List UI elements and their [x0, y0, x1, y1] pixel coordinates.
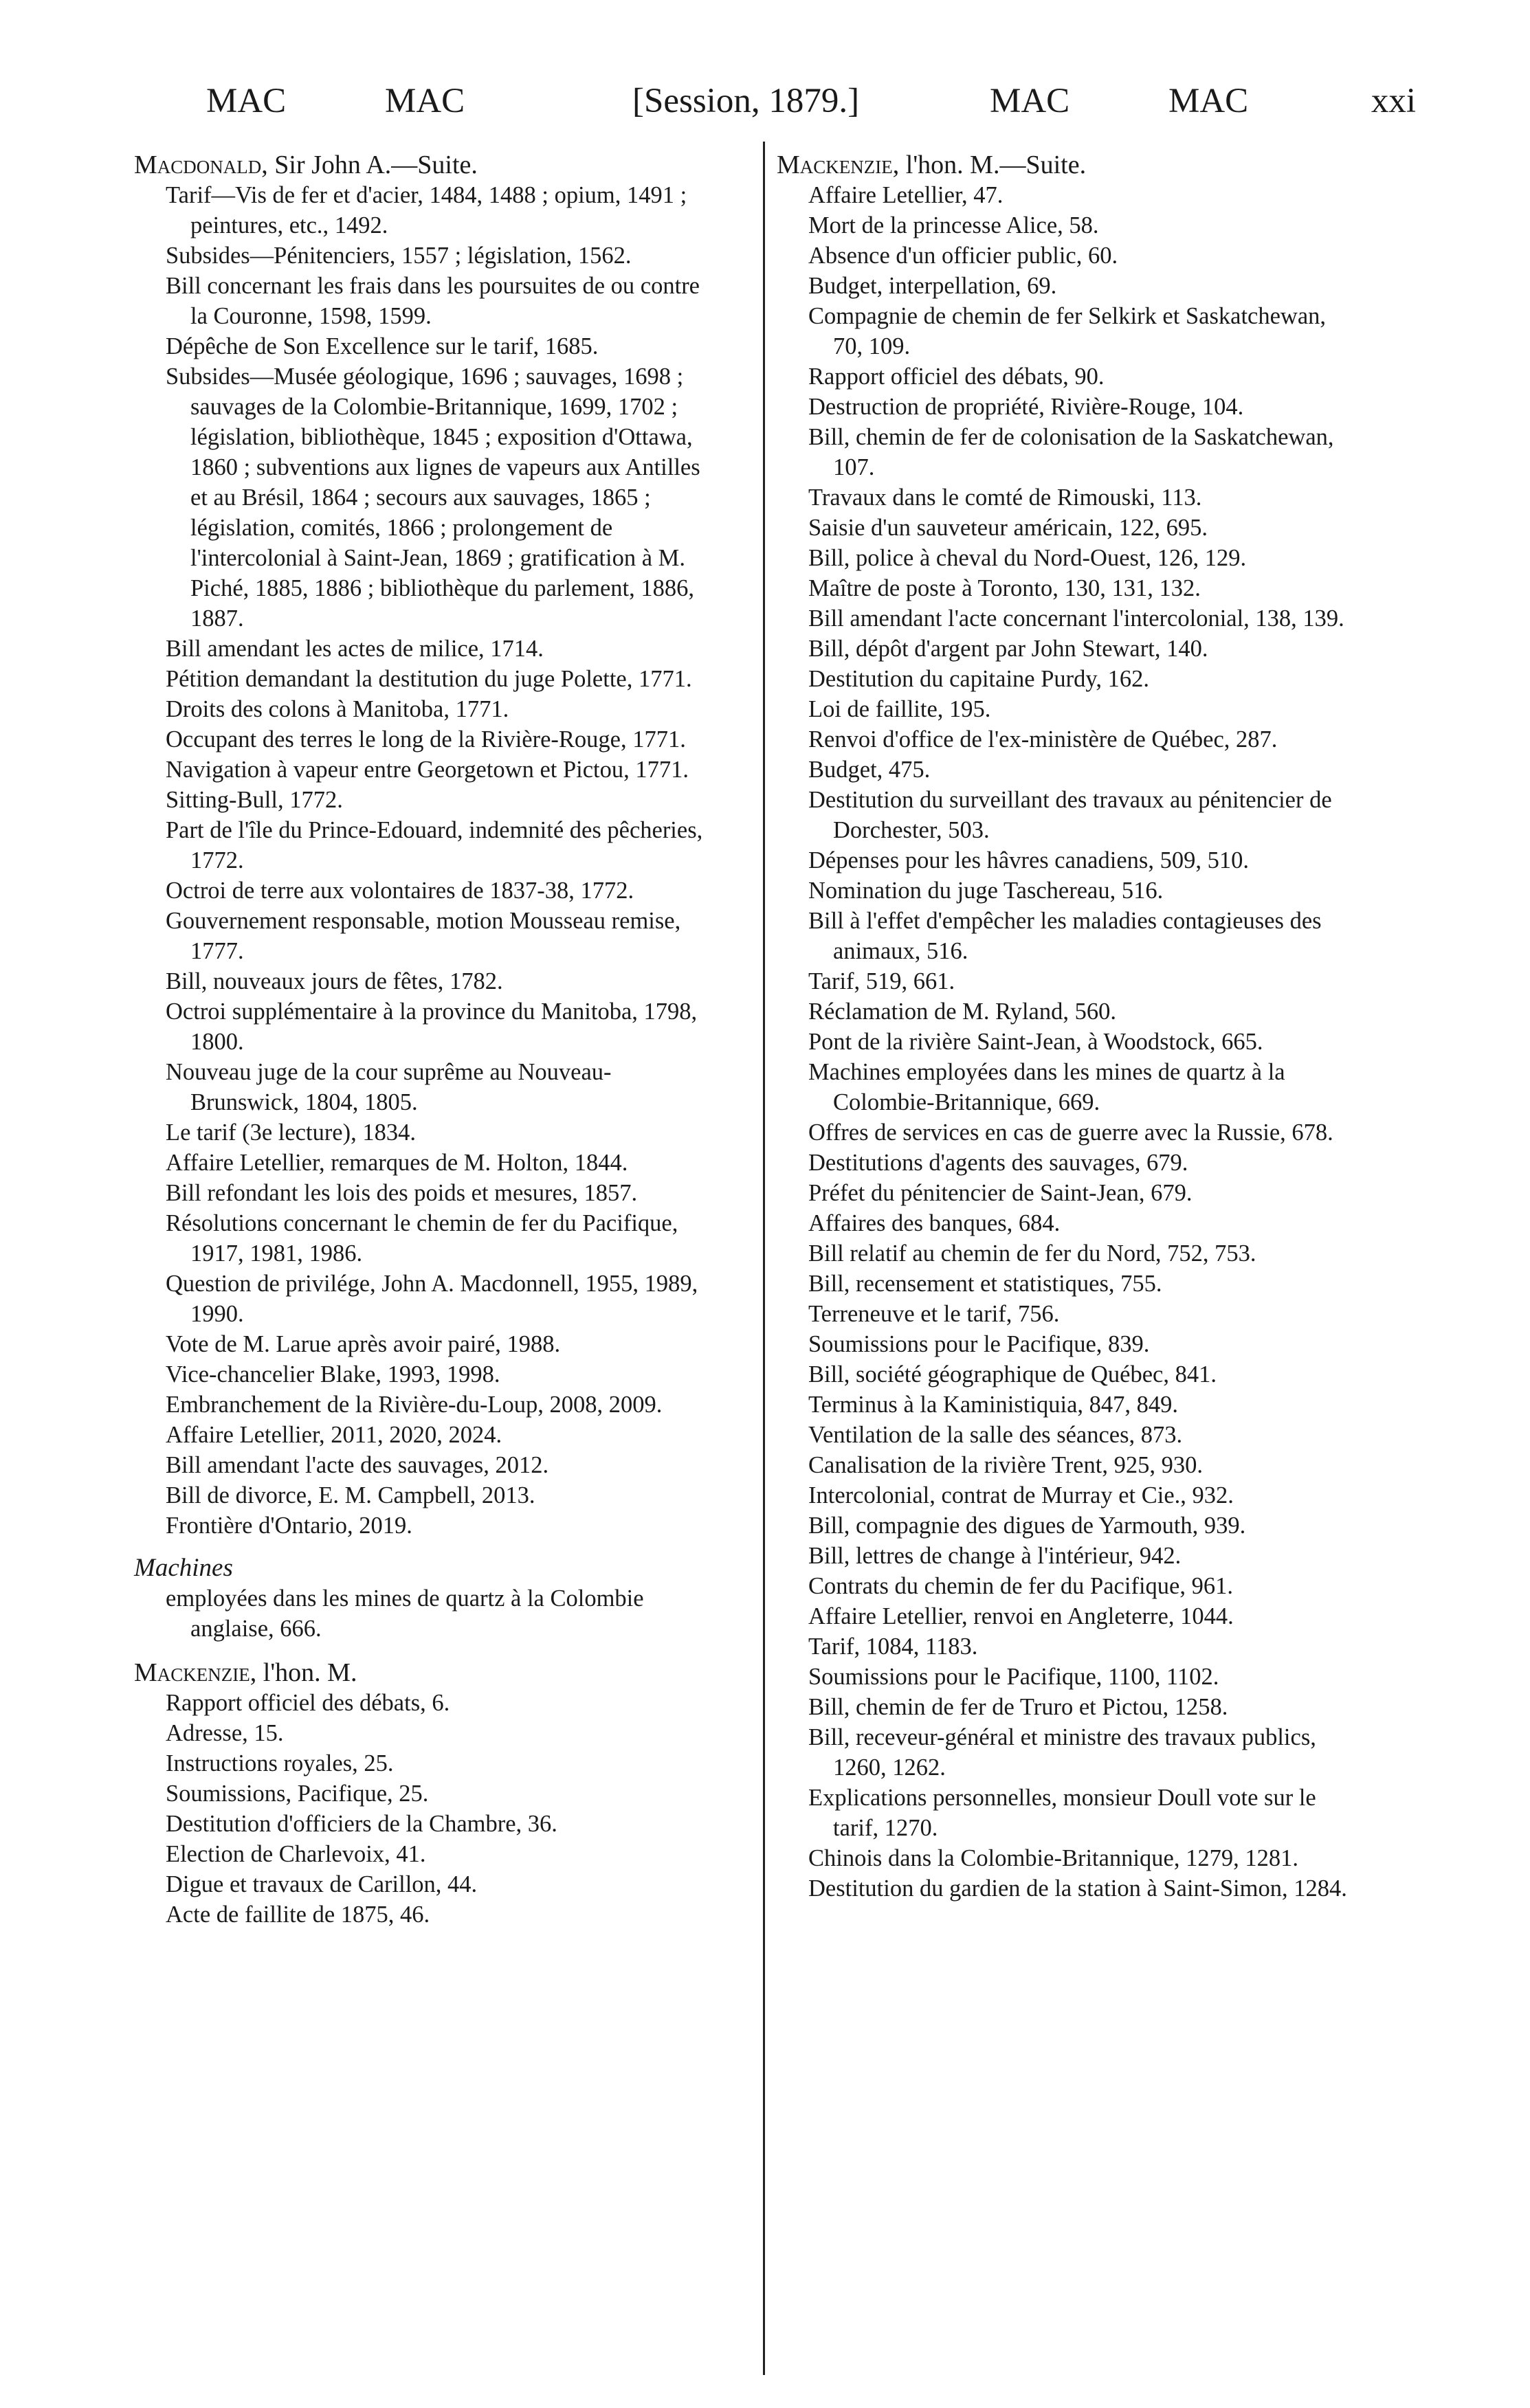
index-entry: Digue et travaux de Carillon, 44. — [166, 1871, 478, 1897]
index-entry: Dépêche de Son Excellence sur le tarif, 1685. — [166, 333, 599, 359]
index-entry: Octroi supplémentaire à la province du Manitoba, 1798, 1800. — [166, 999, 698, 1055]
index-entry: Loi de faillite, 195. — [808, 696, 991, 722]
index-entry: Navigation à vapeur entre Georgetown et Pictou, 1771. — [166, 757, 689, 783]
index-entry: Travaux dans le comté de Rimouski, 113. — [808, 484, 1202, 511]
index-entry: Préfet du pénitencier de Saint-Jean, 679. — [808, 1180, 1193, 1206]
left-entries-list — [134, 180, 718, 1541]
heading-name: Mackenzie — [134, 1658, 250, 1687]
index-entry: Bill de divorce, E. M. Campbell, 2013. — [166, 1482, 535, 1508]
heading-name: Mackenzie — [777, 150, 893, 179]
index-entry: Compagnie de chemin de fer Selkirk et Saskatchewan, 70, 109. — [808, 303, 1327, 359]
index-entry: Part de l'île du Prince-Edouard, indemnité des pêcheries, 1772. — [166, 817, 703, 873]
index-entry: Bill, chemin de fer de Truro et Pictou, 1258. — [808, 1694, 1228, 1720]
left-mackenzie-entries-list — [134, 1688, 718, 1930]
index-entry: Bill amendant l'acte des sauvages, 2012. — [166, 1452, 549, 1478]
index-entry: Soumissions, Pacifique, 25. — [166, 1781, 429, 1807]
index-entry: Mort de la princesse Alice, 58. — [808, 212, 1099, 238]
heading-rest: , l'hon. M.—Suite. — [892, 150, 1087, 179]
index-entry: Destitution du capitaine Purdy, 162. — [808, 666, 1150, 692]
index-entry: Canalisation de la rivière Trent, 925, 930. — [808, 1452, 1203, 1478]
index-entry: Réclamation de M. Ryland, 560. — [808, 999, 1116, 1025]
index-entry: Affaire Letellier, 2011, 2020, 2024. — [166, 1422, 502, 1448]
index-entry: Vote de M. Larue après avoir pairé, 1988. — [166, 1331, 561, 1357]
index-entry: Absence d'un officier public, 60. — [808, 243, 1118, 269]
header-right-keyword-2: MAC — [1168, 82, 1249, 120]
index-entry: Bill, lettres de change à l'intérieur, 942. — [808, 1543, 1182, 1569]
index-entry: Bill, nouveaux jours de fêtes, 1782. — [166, 968, 503, 994]
index-entry: Tarif—Vis de fer et d'acier, 1484, 1488 ; opium, 1491 ; peintures, etc., 1492. — [166, 182, 687, 238]
index-entry: Contrats du chemin de fer du Pacifique, 961. — [808, 1573, 1233, 1599]
index-entry: Ventilation de la salle des séances, 873. — [808, 1422, 1183, 1448]
index-entry: Machines employées dans les mines de quartz à la Colombie-Britannique, 669. — [808, 1059, 1285, 1115]
index-entry: Maître de poste à Toronto, 130, 131, 132. — [808, 575, 1201, 601]
index-entry: Pont de la rivière Saint-Jean, à Woodstock, 665. — [808, 1029, 1263, 1055]
index-entry: Soumissions pour le Pacifique, 1100, 1102. — [808, 1664, 1219, 1690]
index-entry: Bill, recensement et statistiques, 755. — [808, 1271, 1162, 1297]
index-entry: Destitution du gardien de la station à Saint-Simon, 1284. — [808, 1875, 1347, 1902]
index-entry: Explications personnelles, monsieur Doull vote sur le tarif, 1270. — [808, 1785, 1316, 1841]
entry-heading-macdonald — [134, 150, 718, 180]
index-entry: Budget, interpellation, 69. — [808, 273, 1057, 299]
index-entry: Bill concernant les frais dans les poursuites de ou contre la Couronne, 1598, 1599. — [166, 273, 700, 329]
index-entry: Gouvernement responsable, motion Mousseau remise, 1777. — [166, 908, 681, 964]
index-entry: Bill relatif au chemin de fer du Nord, 752, 753. — [808, 1240, 1256, 1267]
running-header — [206, 81, 1416, 143]
heading-rest: , Sir John A.—Suite. — [261, 150, 478, 179]
index-entry: Destitution d'officiers de la Chambre, 36. — [166, 1811, 557, 1837]
index-entry: Bill, receveur-général et ministre des travaux publics, 1260, 1262. — [808, 1724, 1316, 1781]
index-entry: Soumissions pour le Pacifique, 839. — [808, 1331, 1150, 1357]
subheading-machines: Machines — [134, 1554, 233, 1582]
header-left-keyword-1: MAC — [206, 82, 287, 120]
index-entry: Bill amendant les actes de milice, 1714. — [166, 636, 544, 662]
index-entry: Affaire Letellier, renvoi en Angleterre, 1044. — [808, 1603, 1234, 1629]
index-entry: Budget, 475. — [808, 757, 931, 783]
index-entry: Saisie d'un sauveteur américain, 122, 695. — [808, 515, 1208, 541]
index-entry: Occupant des terres le long de la Rivière-Rouge, 1771. — [166, 726, 686, 752]
heading-rest: , l'hon. M. — [250, 1658, 357, 1687]
index-entry: Destruction de propriété, Rivière-Rouge, 104. — [808, 394, 1244, 420]
index-entry: Intercolonial, contrat de Murray et Cie., 932. — [808, 1482, 1234, 1508]
column-divider — [763, 142, 765, 2375]
index-entry: Election de Charlevoix, 41. — [166, 1841, 426, 1867]
index-entry: Bill, société géographique de Québec, 841. — [808, 1361, 1217, 1387]
header-session: [Session, 1879.] — [632, 82, 860, 120]
index-entry: Droits des colons à Manitoba, 1771. — [166, 696, 509, 722]
header-right-keyword-1: MAC — [990, 82, 1070, 120]
index-entry: Dépenses pour les hâvres canadiens, 509, 510. — [808, 847, 1249, 873]
index-entry: Affaire Letellier, 47. — [808, 182, 1004, 208]
index-entry: Vice-chancelier Blake, 1993, 1998. — [166, 1361, 500, 1387]
index-entry: Rapport officiel des débats, 90. — [808, 364, 1105, 390]
index-entry: Le tarif (3e lecture), 1834. — [166, 1119, 416, 1146]
index-entry: Embranchement de la Rivière-du-Loup, 2008, 2009. — [166, 1392, 663, 1418]
index-entry: Pétition demandant la destitution du juge Polette, 1771. — [166, 666, 692, 692]
header-left-keyword-2: MAC — [385, 82, 465, 120]
index-entry: Frontière d'Ontario, 2019. — [166, 1513, 412, 1539]
index-entry: Subsides—Musée géologique, 1696 ; sauvages, 1698 ; sauvages de la Colombie-Britannique, 1699, 1702 ; législation, bibliothèque, 1845 ; exposition d'Ottawa, 1860 ; subventions aux lignes de vapeurs aux Antilles et au Brésil, 1864 ; secours aux sauvages, 1865 ; législation, comités, 1866 ; prolongement de l'intercolonial à Saint-Jean, 1869 ; gratification à M. Piché, 1885, 1886 ; bibliothèque du parlement, 1886, 1887. — [166, 364, 700, 632]
page-number: xxi — [1371, 82, 1416, 120]
left-column — [134, 150, 718, 1930]
index-entry: Terminus à la Kaministiquia, 847, 849. — [808, 1392, 1179, 1418]
index-entry: Bill, police à cheval du Nord-Ouest, 126, 129. — [808, 545, 1247, 571]
index-entry: Terreneuve et le tarif, 756. — [808, 1301, 1060, 1327]
entry-heading-mackenzie-suite — [777, 150, 1361, 180]
right-entries-list — [777, 180, 1361, 1904]
right-column — [777, 150, 1361, 1904]
index-entry: Acte de faillite de 1875, 46. — [166, 1902, 430, 1928]
index-entry: Chinois dans la Colombie-Britannique, 1279, 1281. — [808, 1845, 1298, 1871]
index-entry: Destitutions d'agents des sauvages, 679. — [808, 1150, 1188, 1176]
index-entry: Tarif, 519, 661. — [808, 968, 955, 994]
index-entry: Nomination du juge Taschereau, 516. — [808, 878, 1164, 904]
index-entry: Résolutions concernant le chemin de fer du Pacifique, 1917, 1981, 1986. — [166, 1210, 678, 1267]
entry-heading-mackenzie — [134, 1658, 718, 1688]
index-entry: Renvoi d'office de l'ex-ministère de Québec, 287. — [808, 726, 1278, 752]
index-entry: Bill, dépôt d'argent par John Stewart, 140. — [808, 636, 1208, 662]
index-entry: employées dans les mines de quartz à la Colombie anglaise, 666. — [166, 1585, 644, 1642]
index-entry: Question de privilége, John A. Macdonnell, 1955, 1989, 1990. — [166, 1271, 698, 1327]
index-entry: Subsides—Pénitenciers, 1557 ; législation, 1562. — [166, 243, 632, 269]
index-entry: Bill refondant les lois des poids et mesures, 1857. — [166, 1180, 638, 1206]
index-entry: Affaires des banques, 684. — [808, 1210, 1061, 1236]
index-entry: Affaire Letellier, remarques de M. Holton, 1844. — [166, 1150, 628, 1176]
index-entry: Sitting-Bull, 1772. — [166, 787, 343, 813]
index-entry: Rapport officiel des débats, 6. — [166, 1690, 450, 1716]
index-entry: Bill, compagnie des digues de Yarmouth, 939. — [808, 1513, 1246, 1539]
index-entry: Octroi de terre aux volontaires de 1837-38, 1772. — [166, 878, 634, 904]
heading-name: Macdonald — [134, 150, 262, 179]
index-entry: Bill amendant l'acte concernant l'intercolonial, 138, 139. — [808, 605, 1344, 632]
index-entry: Tarif, 1084, 1183. — [808, 1634, 978, 1660]
index-entry: Instructions royales, 25. — [166, 1750, 394, 1776]
index-entry: Destitution du surveillant des travaux au pénitencier de Dorchester, 503. — [808, 787, 1332, 843]
index-entry: Bill, chemin de fer de colonisation de la Saskatchewan, 107. — [808, 424, 1334, 480]
index-entry: Adresse, 15. — [166, 1720, 284, 1746]
index-entry: Nouveau juge de la cour suprême au Nouveau-Brunswick, 1804, 1805. — [166, 1059, 612, 1115]
index-entry: Bill à l'effet d'empêcher les maladies contagieuses des animaux, 516. — [808, 908, 1322, 964]
index-entry: Offres de services en cas de guerre avec la Russie, 678. — [808, 1119, 1333, 1146]
